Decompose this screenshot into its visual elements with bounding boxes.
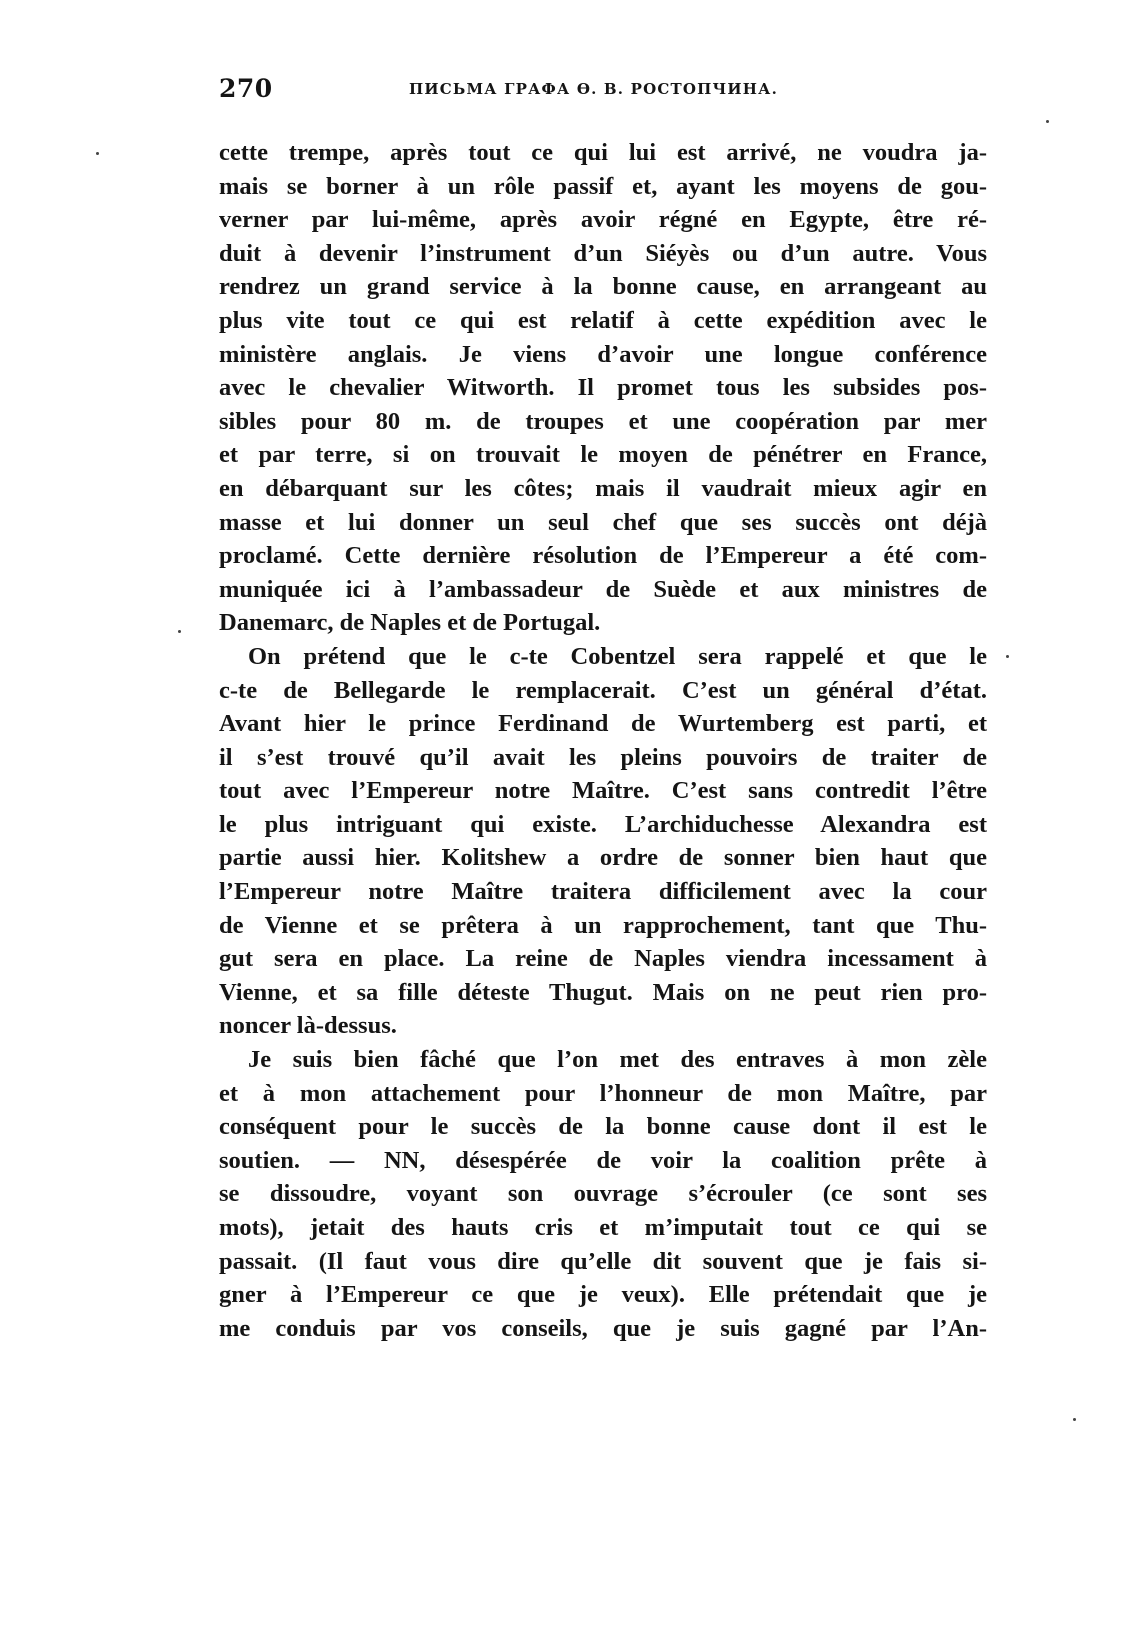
text-line: rendrez un grand service à la bonne cause, en arrangeant au [219, 273, 987, 301]
text-line: gut sera en place. La reine de Naples viendra incessament à [219, 945, 987, 973]
text-line: mots), jetait des hauts cris et m’imputait tout ce qui se [219, 1214, 987, 1241]
text-line: ministère anglais. Je viens d’avoir une longue conférence [219, 340, 987, 368]
text-line: et par terre, si on trouvait le moyen de pénétrer en France, [219, 441, 987, 469]
text-line: plus vite tout ce qui est relatif à cette expédition avec le [219, 306, 987, 334]
text-line: duit à devenir l’instrument d’un Siéyès ou d’un autre. Vous [219, 239, 987, 267]
running-head [219, 74, 989, 104]
text-line: conséquent pour le succès de la bonne cause dont il est le [219, 1113, 987, 1141]
text-line: passait. (Il faut vous dire qu’elle dit souvent que je fais si- [219, 1247, 987, 1275]
scan-speck [178, 630, 181, 633]
text-line: gner à l’Empereur ce que je veux). Elle prétendait que je [219, 1281, 987, 1309]
scan-speck [1073, 1418, 1076, 1421]
text-line: proclamé. Cette dernière résolution de l’Empereur a été com- [219, 542, 987, 570]
text-line: il s’est trouvé qu’il avait les pleins pouvoirs de traiter de [219, 743, 987, 771]
page-number: 270 [219, 74, 273, 103]
text-line: se dissoudre, voyant son ouvrage s’écrouler (ce sont ses [219, 1180, 987, 1208]
text-line: l’Empereur notre Maître traitera difficilement avec la cour [219, 878, 987, 906]
text-line: noncer là-dessus. [219, 1012, 397, 1040]
text-line: partie aussi hier. Kolitshew a ordre de sonner bien haut que [219, 844, 987, 872]
text-line: masse et lui donner un seul chef que ses succès ont déjà [219, 508, 987, 536]
scan-speck [1006, 655, 1009, 658]
text-line: cette trempe, après tout ce qui lui est arrivé, ne voudra ja- [219, 139, 987, 166]
text-line: Vienne, et sa fille déteste Thugut. Mais on ne peut rien pro- [219, 978, 987, 1006]
scan-speck [96, 152, 99, 155]
paragraph-start-line: Je suis bien fâché que l’on met des entraves à mon zèle [248, 1046, 987, 1074]
text-line: et à mon attachement pour l’honneur de mon Maître, par [219, 1079, 987, 1107]
text-line: sibles pour 80 m. de troupes et une coopération par mer [219, 407, 987, 435]
running-title: ПИСЬМА ГРАФА Ѳ. В. РОСТОПЧИНА. [409, 80, 779, 98]
text-line: tout avec l’Empereur notre Maître. C’est sans contredit l’être [219, 777, 987, 805]
text-line: Danemarc, de Naples et de Portugal. [219, 609, 601, 637]
text-line: verner par lui-même, après avoir régné en Egypte, être ré- [219, 206, 987, 234]
text-line: me conduis par vos conseils, que je suis gagné par l’An- [219, 1314, 987, 1342]
text-line: Avant hier le prince Ferdinand de Wurtemberg est parti, et [219, 710, 987, 738]
text-line: mais se borner à un rôle passif et, ayant les moyens de gou- [219, 172, 987, 200]
paragraph-start-line: On prétend que le c-te Cobentzel sera rappelé et que le [248, 642, 987, 670]
scan-speck [1046, 120, 1049, 123]
text-line: soutien. — NN, désespérée de voir la coalition prête à [219, 1146, 987, 1174]
text-line: le plus intriguant qui existe. L’archiduchesse Alexandra est [219, 810, 987, 838]
text-line: en débarquant sur les côtes; mais il vaudrait mieux agir en [219, 474, 987, 502]
body-text [219, 136, 987, 1345]
text-line: avec le chevalier Witworth. Il promet tous les subsides pos- [219, 374, 987, 402]
text-line: c-te de Bellegarde le remplacerait. C’est un général d’état. [219, 676, 987, 704]
text-line: muniquée ici à l’ambassadeur de Suède et aux ministres de [219, 575, 987, 603]
text-line: de Vienne et se prêtera à un rapprochement, tant que Thu- [219, 911, 987, 939]
